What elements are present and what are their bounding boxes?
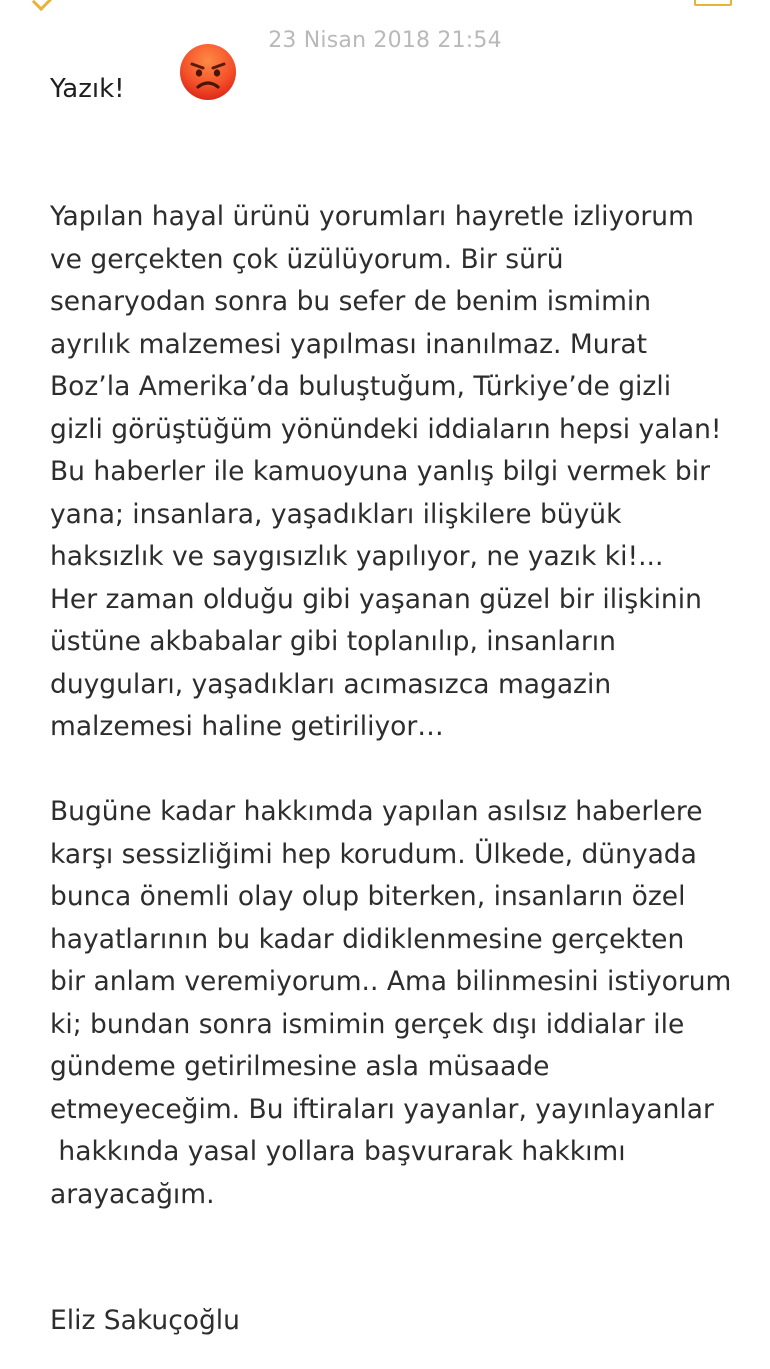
body-line: karşı sessizliğimi hep korudum. Ülkede, dünyada — [50, 838, 697, 870]
note-title: Yazık! — [50, 74, 125, 104]
body-line: malzemesi haline getiriliyor… — [50, 711, 444, 742]
body-line: senaryodan sonra bu sefer de benim ismimin — [50, 286, 652, 317]
body-line: Her zaman olduğu gibi yaşanan güzel bir ilişkinin — [50, 583, 702, 615]
body-line: hayatlarının bu kadar didiklenmesine gerçekten — [50, 923, 685, 955]
paragraph-1 — [50, 196, 740, 749]
body-line: etmeyeceğim. Bu iftiraları yayanlar, yayınlayanlar — [50, 1093, 714, 1125]
body-line: yana; insanlara, yaşadıkları ilişkilere büyük — [50, 498, 622, 530]
body-line: gizli görüştüğüm yönündeki iddiaların hepsi yalan! — [50, 413, 722, 445]
signature: Eliz Sakuçoğlu — [50, 1305, 240, 1336]
body-line: bir anlam veremiyorum.. Ama bilinmesini istiyorum — [50, 966, 732, 997]
body-line: hakkında yasal yollara başvurarak hakkımı — [50, 1136, 626, 1167]
body-line: Bu haberler ile kamuoyuna yanlış bilgi vermek bir — [50, 456, 710, 487]
back-chevron-icon[interactable] — [32, 0, 53, 11]
paragraph-2 — [50, 791, 740, 1216]
body-line: ki; bundan sonra ismimin gerçek dışı iddialar ile — [50, 1008, 685, 1040]
body-line: duyguları, yaşadıkları acımasızca magazin — [50, 668, 612, 700]
body-line: Boz’la Amerika’da buluştuğum, Türkiye’de gizli — [50, 371, 672, 402]
note-timestamp: 23 Nisan 2018 21:54 — [268, 28, 502, 53]
body-line: arayacağım. — [50, 1178, 215, 1210]
body-line: haksızlık ve saygısızlık yapılıyor, ne yazık ki!... — [50, 541, 664, 572]
body-line: bunca önemli olay olup biterken, insanların özel — [50, 881, 686, 912]
body-line: ve gerçekten çok üzülüyorum. Bir sürü — [50, 243, 564, 275]
share-icon[interactable] — [694, 0, 732, 6]
body-line: ayrılık malzemesi yapılması inanılmaz. Murat — [50, 328, 648, 360]
angry-face-emoji-icon — [179, 43, 237, 101]
body-line: Yapılan hayal ürünü yorumları hayretle izliyorum — [50, 201, 694, 232]
note-body — [50, 196, 740, 1216]
body-line: Bugüne kadar hakkımda yapılan asılsız haberlere — [50, 796, 703, 827]
paragraph-gap — [50, 749, 740, 792]
body-line: üstüne akbabalar gibi toplanılıp, insanların — [50, 626, 616, 657]
body-line: gündeme getirilmesine asla müsaade — [50, 1051, 550, 1082]
